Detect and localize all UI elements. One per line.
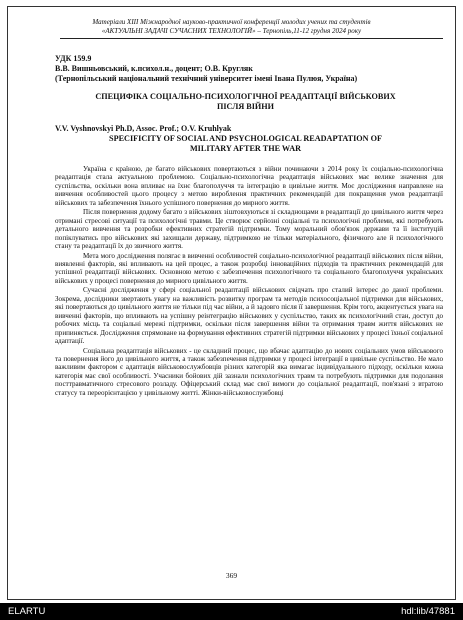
conference-line-2: «АКТУАЛЬНІ ЗАДАЧІ СУЧАСНИХ ТЕХНОЛОГІЙ» – Тернопіль,11-12 грудня 2024 року	[101, 27, 362, 35]
body-paragraph: Соціальна реадаптація військових - це складний процес, що вбачає адаптацію до нових соціальних умов військового та повернення його до цивільного життя, а також забезпечення підтримки у процесі інтеграції в цивільне суспільство. Не мало важливим фактором є адаптація військовослужбовців різних категорій яка вимагає індивідуального підходу, оскільки кожна категорія має свої особливості. Учасники бойових дій зазнали психологічних травм та потребують підтримки для подолання посттравматичного стресового розладу. Офіцерський склад має свої вимоги до соціальної реадаптації, пов'язані з втратою статусу та переорієнтацією у цивільному житті. Жінки-військовослужбовці	[55, 346, 443, 397]
body-paragraph: Мета мого дослідження полягає в вивченні особливостей соціально-психологічної реадаптації військових після війни, виявленні факторів, які впливають на цей процес, а також розробці інноваційних підходів та практичних рекомендацій для успішної реадаптації військових. Основною метою є забезпечення психологічного та соціального благополуччя українських військових у процесі повернення до мирного цивільного життя.	[55, 251, 443, 285]
document-page	[7, 6, 456, 600]
article-body	[55, 165, 443, 398]
title-en-line-2: MILITARY AFTER THE WAR	[189, 144, 302, 153]
handle-link[interactable]: hdl:lib/47881	[401, 606, 455, 617]
header-rule	[60, 38, 443, 39]
affiliation-ua: (Тернопільський національний технічний університет імені Івана Пулюя, Україна)	[55, 74, 358, 83]
udk-code: УДК 159.9	[55, 54, 92, 63]
conference-header	[28, 18, 435, 36]
title-ua	[48, 92, 443, 112]
page-number: 369	[225, 571, 238, 580]
repository-footer	[0, 603, 463, 620]
title-en-line-1: SPECIFICITY OF SOCIAL AND PSYCHOLOGICAL READAPTATION OF	[109, 134, 382, 143]
body-paragraph: Після повернення додому багато з військових зіштовхуються зі складнощами в реадаптації до цивільного життя через отримані стресові ситуації та психологічні травми. Це створює серйозні соціальні та психологічні проблеми, які потребують детального вивчення та розробки ефективних стратегій підтримки. Тому моральний обов'язок держави та її інституцій попіклуватись про військових які захищали державу, підтримкою не тільки матеріального, фізичного але й психологічного стану та реадаптації їх до звичного життя.	[55, 208, 443, 251]
title-en	[48, 134, 443, 154]
authors-en: V.V. Vyshnovskyi Ph.D, Assoc. Prof.; O.V. Kruhlyak	[55, 124, 232, 133]
authors-ua: В.В. Вишньовський, к.психол.н., доцент; О.В. Кругляк	[55, 64, 253, 73]
body-paragraph: Україна є країною, де багато військових повертаються з війни починаючи з 2014 року їх соціально-психологічна реадаптація стала актуальною проблемою. Соціально-психологічна реадаптація військових має велике значення для суспільства, оскільки вона впливає на їхнє благополуччя та інтеграцію в цивільне життя. Моє дослідження направлене на вивчення особливостей цього процесу з метою вироблення практичних рекомендацій для покращення умов реадаптації військових та забезпечення їхнього успішного повернення до мирного життя.	[55, 165, 443, 207]
conference-line-1: Матеріали ХIII Міжнародної науково-практичної конференції молодих учених та студентів	[92, 18, 371, 26]
repository-name: ELARTU	[8, 606, 46, 617]
title-ua-line-1: СПЕЦИФІКА СОЦІАЛЬНО-ПСИХОЛОГІЧНОЇ РЕАДАПТАЦІЇ ВІЙСЬКОВИХ	[95, 92, 396, 101]
body-paragraph: Сучасні дослідження у сфері соціальної реадаптації військових свідчать про сталий інтерес до даної проблеми. Зокрема, дослідники звертають увагу на важливість розвитку програм та методів психосоціальної підтримки для військових, які повертаються до цивільного життя не тільки під час війни, а й задовго після її завершення. Крім того, акцентується увага на вивченні факторів, що впливають на успішну реінтеграцію військових у суспільство, таких як психологічний стан, доступ до робочих місць та соціальні мережі підтримки, оскільки після завершення війни та отримання травм життя військових не припиняється. Дослідження спрямоване на формування ефективних стратегій підтримки військових у процесі їхньої соціальної адаптації.	[55, 286, 443, 346]
title-ua-line-2: ПІСЛЯ ВІЙНИ	[216, 102, 275, 111]
